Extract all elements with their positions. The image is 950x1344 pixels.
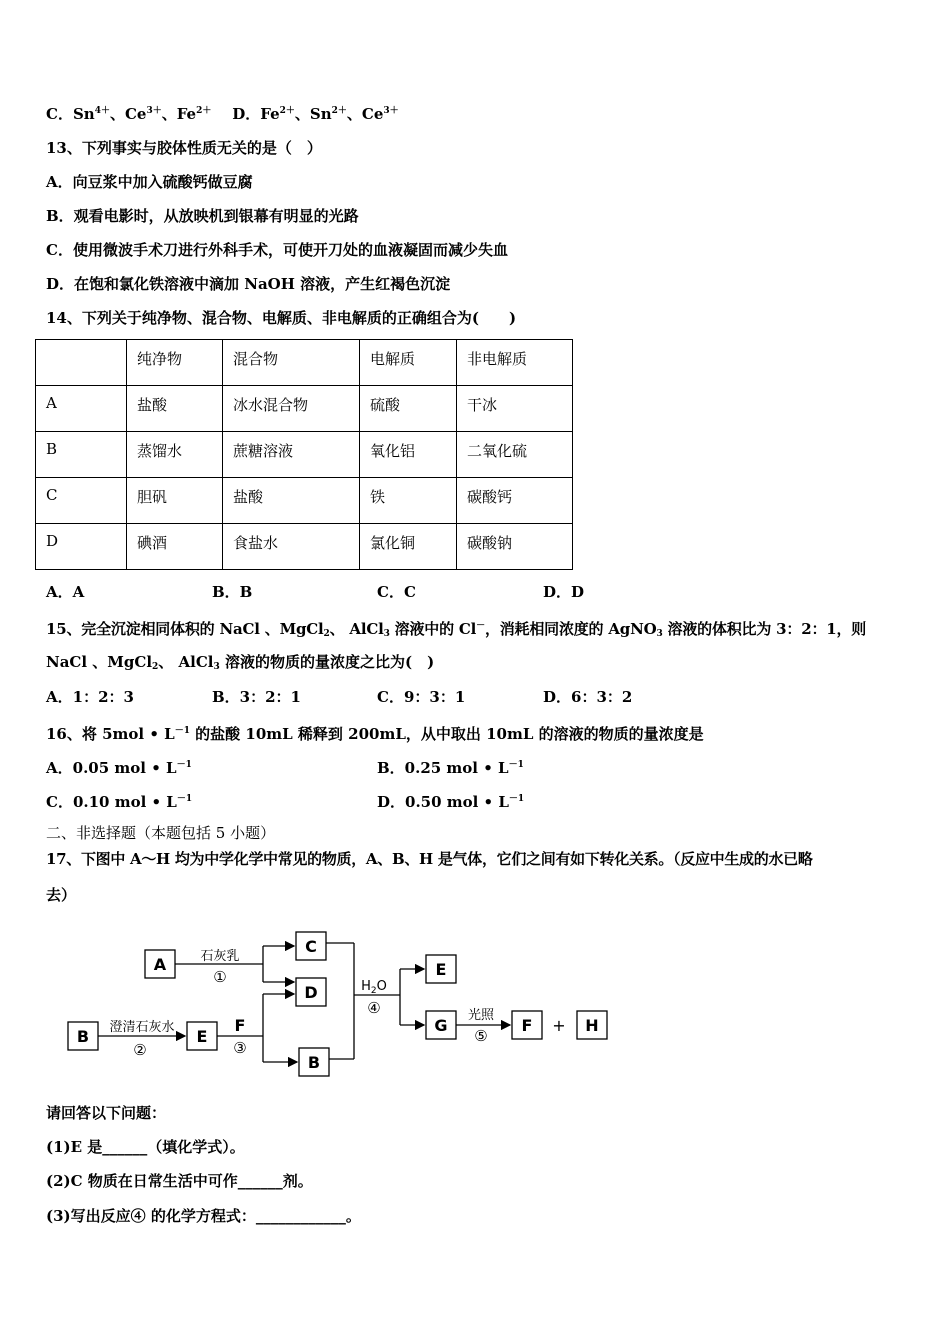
label-h2o: $H_2O$ bbox=[361, 979, 387, 996]
q14-option-c: C．C bbox=[377, 583, 416, 601]
label-clear-limewater: 澄清石灰水 bbox=[109, 1020, 175, 1035]
table-cell: C bbox=[36, 478, 127, 524]
table-cell: 碳酸钠 bbox=[457, 524, 573, 570]
label-g: G bbox=[434, 1016, 448, 1035]
label-e-right: E bbox=[435, 960, 447, 979]
table-cell: 盐酸 bbox=[223, 478, 360, 524]
q14-option-b: B．B bbox=[212, 583, 253, 601]
step-5: ⑤ bbox=[474, 1027, 488, 1045]
q13-option-a: A．向豆浆中加入硫酸钙做豆腐 bbox=[46, 173, 253, 191]
q16-option-a: A．0.05 mol • $L^{-1}$ bbox=[46, 759, 192, 777]
q15-stem-line1: 15、完全沉淀相同体积的 NaCl 、MgCl$_2$、 AlCl$_3$ 溶液中的 Cl－，消耗相同浓度的 AgNO$_3$ 溶液的体积比为 3：2：1，则 bbox=[46, 620, 867, 639]
label-lime-milk: 石灰乳 bbox=[200, 949, 240, 964]
q16-stem: 16、将 5mol • $L^{-1}$ 的盐酸 10mL 稀释到 200mL，从中取出 10mL 的溶液的物质的量浓度是 bbox=[46, 725, 704, 743]
table-cell: 食盐水 bbox=[223, 524, 360, 570]
label-f: F bbox=[521, 1016, 533, 1035]
reaction-flow-diagram bbox=[60, 925, 620, 1085]
table-cell: D bbox=[36, 524, 127, 570]
table-cell: 碳酸钙 bbox=[457, 478, 573, 524]
table-cell: 碘酒 bbox=[127, 524, 223, 570]
table-cell: B bbox=[36, 432, 127, 478]
q13-option-d: D．在饱和氯化铁溶液中滴加 NaOH 溶液，产生红褐色沉淀 bbox=[46, 275, 451, 293]
plus-sign: + bbox=[552, 1016, 566, 1035]
label-b-right: B bbox=[307, 1053, 321, 1072]
q14-option-d: D．D bbox=[543, 583, 585, 601]
step-1: ① bbox=[213, 968, 227, 986]
table-cell: 冰水混合物 bbox=[223, 386, 360, 432]
q14-table bbox=[35, 339, 573, 570]
table-row bbox=[36, 432, 573, 478]
table-cell: 蔗糖溶液 bbox=[223, 432, 360, 478]
section-heading: 二、非选择题（本题包括 5 小题） bbox=[46, 824, 276, 842]
q13-option-c: C．使用微波手术刀进行外科手术，可使开刀处的血液凝固而减少失血 bbox=[46, 241, 508, 259]
label-light: 光照 bbox=[467, 1008, 495, 1023]
table-cell: 混合物 bbox=[223, 340, 360, 386]
table-cell: 二氧化硫 bbox=[457, 432, 573, 478]
table-cell: 盐酸 bbox=[127, 386, 223, 432]
table-cell: 氧化铝 bbox=[360, 432, 457, 478]
q17-part-2: (2)C 物质在日常生活中可作______剂。 bbox=[46, 1172, 313, 1190]
table-cell: 硫酸 bbox=[360, 386, 457, 432]
q15-option-d: D．6：3：2 bbox=[543, 688, 633, 706]
table-cell: 铁 bbox=[360, 478, 457, 524]
label-d: D bbox=[304, 983, 318, 1002]
label-c: C bbox=[305, 937, 317, 956]
q14-option-a: A．A bbox=[46, 583, 85, 601]
step-3: ③ bbox=[233, 1039, 247, 1057]
q17-part-1: (1)E 是______（填化学式）。 bbox=[46, 1138, 245, 1156]
label-e-left: E bbox=[196, 1027, 208, 1046]
table-header-row bbox=[36, 340, 573, 386]
table-cell: A bbox=[36, 386, 127, 432]
q17-stem-line1: 17、下图中 A～H 均为中学化学中常见的物质，A、B、H 是气体，它们之间有如下转化关系。（反应中生成的水已略 bbox=[46, 850, 813, 868]
label-a: A bbox=[153, 955, 167, 974]
q12-options-cd: C．$Sn^{4+}$、$Ce^{3+}$、$Fe^{2+}$ D．$Fe^{2+}$、$Sn^{2+}$、$Ce^{3+}$ bbox=[46, 105, 399, 123]
table-cell: 电解质 bbox=[360, 340, 457, 386]
q15-option-b: B．3：2：1 bbox=[212, 688, 301, 706]
table-cell bbox=[36, 340, 127, 386]
table-row bbox=[36, 386, 573, 432]
q14-stem: 14、下列关于纯净物、混合物、电解质、非电解质的正确组合为( ) bbox=[46, 309, 517, 327]
q13-stem: 13、下列事实与胶体性质无关的是（ ） bbox=[46, 139, 322, 157]
q15-option-a: A．1：2：3 bbox=[46, 688, 134, 706]
step-2: ② bbox=[133, 1041, 147, 1059]
table-row bbox=[36, 478, 573, 524]
q16-option-d: D．0.50 mol • $L^{-1}$ bbox=[377, 793, 525, 811]
table-cell: 纯净物 bbox=[127, 340, 223, 386]
table-cell: 胆矾 bbox=[127, 478, 223, 524]
q15-stem-line2: NaCl 、MgCl$_2$、 AlCl$_3$ 溶液的物质的量浓度之比为( ) bbox=[46, 653, 435, 672]
table-cell: 氯化铜 bbox=[360, 524, 457, 570]
step-4: ④ bbox=[367, 999, 381, 1017]
q17-prompt: 请回答以下问题： bbox=[46, 1104, 167, 1122]
table-cell: 干冰 bbox=[457, 386, 573, 432]
q16-option-b: B．0.25 mol • $L^{-1}$ bbox=[377, 759, 524, 777]
label-h: H bbox=[585, 1016, 599, 1035]
q17-part-3: (3)写出反应④ 的化学方程式：____________。 bbox=[46, 1207, 361, 1225]
q16-option-c: C．0.10 mol • $L^{-1}$ bbox=[46, 793, 193, 811]
q17-stem-line2: 去） bbox=[46, 886, 77, 904]
table-cell: 蒸馏水 bbox=[127, 432, 223, 478]
table-row bbox=[36, 524, 573, 570]
q15-option-c: C．9：3：1 bbox=[377, 688, 466, 706]
q13-option-b: B．观看电影时，从放映机到银幕有明显的光路 bbox=[46, 207, 359, 225]
table-cell: 非电解质 bbox=[457, 340, 573, 386]
label-f-arrow: F bbox=[234, 1016, 246, 1035]
label-b: B bbox=[76, 1027, 90, 1046]
